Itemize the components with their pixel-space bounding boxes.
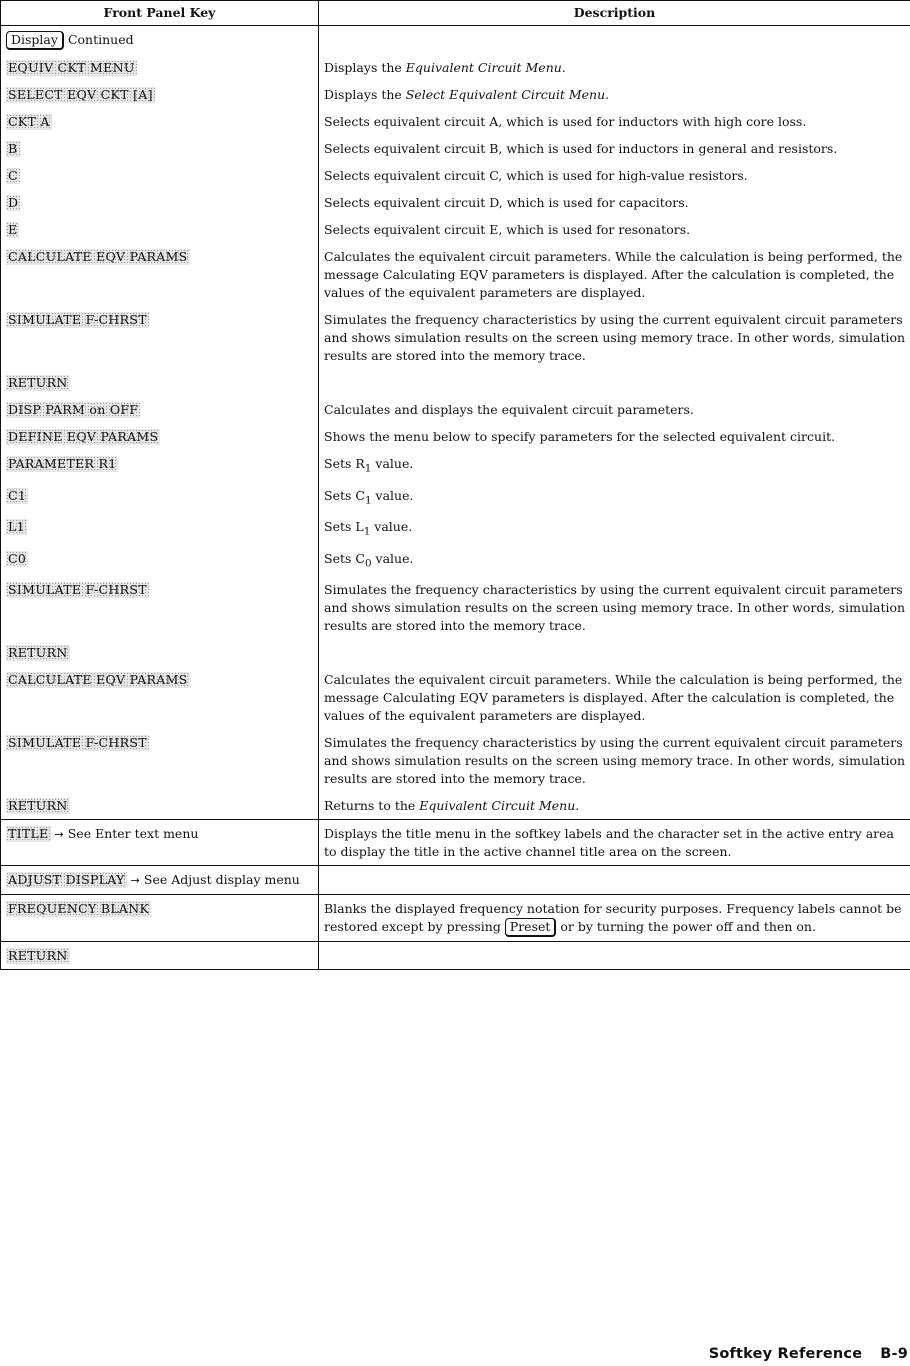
continued-label: Continued bbox=[67, 32, 134, 47]
desc-emphasis: Select Equivalent Circuit Menu bbox=[405, 87, 606, 102]
key-cell bbox=[1, 135, 319, 162]
key-cell bbox=[1, 792, 319, 820]
desc-cell bbox=[319, 450, 910, 482]
desc-cell: Calculates the equivalent circuit parameters. While the calculation is being performed, the message Calculating EQV parameters is displayed. After the calculation is completed, the values of the equivalent parameters are displayed. bbox=[319, 666, 910, 729]
table-row bbox=[1, 895, 910, 942]
desc-cell: Calculates the equivalent circuit parameters. While the calculation is being performed, the message Calculating EQV parameters is displayed. After the calculation is completed, the values of the equivalent parameters are displayed. bbox=[319, 243, 910, 306]
table-row bbox=[1, 162, 910, 189]
return-softkey[interactable]: RETURN bbox=[8, 798, 68, 813]
table-row bbox=[1, 729, 910, 792]
adjust-display-softkey[interactable]: ADJUST DISPLAY bbox=[8, 872, 125, 887]
desc-cell: Simulates the frequency characteristics by using the current equivalent circuit parameters and shows simulation results on the screen using memory trace. In other words, simulation results are stored into the memory trace. bbox=[319, 576, 910, 639]
key-cell bbox=[1, 216, 319, 243]
key-cell bbox=[1, 306, 319, 369]
table-row bbox=[1, 792, 910, 820]
key-cell bbox=[1, 895, 319, 942]
display-hardkey[interactable]: Display bbox=[6, 31, 64, 50]
key-cell bbox=[1, 189, 319, 216]
desc-text: . bbox=[605, 87, 610, 102]
desc-cell bbox=[319, 369, 910, 396]
c0-softkey[interactable]: C0 bbox=[8, 550, 27, 566]
key-cell bbox=[1, 396, 319, 423]
desc-text: value. bbox=[371, 550, 414, 566]
desc-cell bbox=[319, 792, 910, 820]
desc-cell: Simulates the frequency characteristics by using the current equivalent circuit parameters and shows simulation results on the screen using memory trace. In other words, simulation results are stored into the memory trace. bbox=[319, 306, 910, 369]
key-cell bbox=[1, 243, 319, 306]
desc-cell bbox=[319, 639, 910, 666]
disp-parm-softkey[interactable]: DISP PARM on OFF bbox=[8, 402, 139, 417]
return-softkey[interactable]: RETURN bbox=[8, 375, 68, 390]
table-row bbox=[1, 81, 910, 108]
desc-cell: Calculates and displays the equivalent circuit parameters. bbox=[319, 396, 910, 423]
see-reference: See Enter text menu bbox=[67, 826, 199, 841]
arrow-right-icon: → bbox=[54, 828, 64, 841]
key-cell bbox=[1, 108, 319, 135]
equiv-ckt-menu-softkey[interactable]: EQUIV CKT MENU bbox=[8, 60, 135, 75]
subscript: 1 bbox=[364, 494, 372, 506]
desc-text: Blanks the displayed frequency notation for security purposes. Frequency labels cannot be restored except by pressing bbox=[324, 901, 902, 934]
desc-cell bbox=[319, 895, 910, 942]
key-cell bbox=[1, 81, 319, 108]
table-row bbox=[1, 306, 910, 369]
see-reference: See Adjust display menu bbox=[143, 872, 300, 887]
table-row bbox=[1, 108, 910, 135]
l1-softkey[interactable]: L1 bbox=[8, 519, 25, 534]
desc-cell: Displays the title menu in the softkey labels and the character set in the active entry area to display the title in the active channel title area on the screen. bbox=[319, 820, 910, 866]
desc-text: . bbox=[561, 60, 566, 75]
simulate-f-chrst-softkey[interactable]: SIMULATE F-CHRST bbox=[8, 312, 147, 327]
calculate-eqv-params-softkey[interactable]: CALCULATE EQV PARAMS bbox=[8, 249, 188, 264]
desc-emphasis: Equivalent Circuit Menu bbox=[405, 60, 562, 75]
table-row bbox=[1, 369, 910, 396]
table-row bbox=[1, 54, 910, 81]
table-row bbox=[1, 820, 910, 866]
desc-cell bbox=[319, 482, 910, 514]
header-description: Description bbox=[319, 1, 910, 26]
key-cell bbox=[1, 423, 319, 450]
table-row bbox=[1, 482, 910, 514]
desc-cell: Selects equivalent circuit C, which is used for high-value resistors. bbox=[319, 162, 910, 189]
key-cell bbox=[1, 820, 319, 866]
desc-text: Displays the bbox=[324, 60, 406, 75]
desc-text: Sets C bbox=[324, 487, 365, 503]
key-cell bbox=[1, 576, 319, 639]
return-softkey[interactable]: RETURN bbox=[8, 948, 68, 963]
table-row bbox=[1, 243, 910, 306]
desc-cell: Selects equivalent circuit A, which is used for inductors with high core loss. bbox=[319, 108, 910, 135]
ckt-d-softkey[interactable]: D bbox=[8, 195, 19, 210]
key-cell bbox=[1, 866, 319, 895]
preset-hardkey[interactable]: Preset bbox=[505, 918, 557, 937]
key-cell bbox=[1, 545, 319, 577]
desc-cell: Selects equivalent circuit B, which is used for inductors in general and resistors. bbox=[319, 135, 910, 162]
key-cell bbox=[1, 162, 319, 189]
table-row bbox=[1, 396, 910, 423]
table-row bbox=[1, 135, 910, 162]
desc-text: Sets C bbox=[324, 550, 365, 566]
subscript: 1 bbox=[363, 525, 371, 538]
desc-text: value. bbox=[370, 519, 413, 534]
ckt-b-softkey[interactable]: B bbox=[8, 141, 18, 156]
key-cell bbox=[1, 54, 319, 81]
select-eqv-ckt-softkey[interactable]: SELECT EQV CKT [A] bbox=[8, 87, 153, 102]
desc-emphasis: Equivalent Circuit Menu bbox=[419, 798, 576, 813]
frequency-blank-softkey[interactable]: FREQUENCY BLANK bbox=[8, 901, 150, 916]
key-cell bbox=[1, 26, 319, 55]
return-softkey[interactable]: RETURN bbox=[8, 645, 68, 660]
key-cell bbox=[1, 482, 319, 514]
desc-text: or by turning the power off and then on. bbox=[556, 919, 816, 934]
key-cell bbox=[1, 666, 319, 729]
desc-cell bbox=[319, 513, 910, 545]
header-front-panel-key: Front Panel Key bbox=[1, 1, 319, 26]
table-row bbox=[1, 450, 910, 482]
ckt-a-softkey[interactable]: CKT A bbox=[8, 114, 50, 129]
table-row bbox=[1, 639, 910, 666]
simulate-f-chrst-softkey[interactable]: SIMULATE F-CHRST bbox=[8, 735, 147, 750]
table-row bbox=[1, 189, 910, 216]
key-cell bbox=[1, 369, 319, 396]
table-row bbox=[1, 866, 910, 895]
page-footer bbox=[709, 1346, 908, 1362]
desc-cell: Selects equivalent circuit D, which is used for capacitors. bbox=[319, 189, 910, 216]
table-row bbox=[1, 216, 910, 243]
desc-cell bbox=[319, 54, 910, 81]
desc-cell: Shows the menu below to specify parameters for the selected equivalent circuit. bbox=[319, 423, 910, 450]
arrow-right-icon: → bbox=[130, 874, 140, 887]
desc-text: . bbox=[575, 798, 580, 813]
table-row bbox=[1, 513, 910, 545]
table-row bbox=[1, 942, 910, 970]
desc-cell bbox=[319, 866, 910, 895]
desc-cell bbox=[319, 942, 910, 970]
desc-text: Displays the bbox=[324, 87, 406, 102]
desc-cell bbox=[319, 26, 910, 55]
simulate-f-chrst-softkey[interactable]: SIMULATE F-CHRST bbox=[8, 582, 147, 597]
key-cell bbox=[1, 450, 319, 482]
desc-cell bbox=[319, 81, 910, 108]
calculate-eqv-params-softkey[interactable]: CALCULATE EQV PARAMS bbox=[8, 672, 188, 687]
key-cell bbox=[1, 942, 319, 970]
table-row bbox=[1, 423, 910, 450]
parameter-r1-softkey[interactable]: PARAMETER R1 bbox=[8, 456, 117, 471]
table-row bbox=[1, 666, 910, 729]
table-row bbox=[1, 576, 910, 639]
table-row bbox=[1, 545, 910, 577]
subscript: 0 bbox=[364, 557, 372, 569]
footer-section-title: Softkey Reference bbox=[708, 1346, 863, 1362]
desc-cell bbox=[319, 545, 910, 577]
subscript: 1 bbox=[364, 462, 372, 475]
ckt-c-softkey[interactable]: C bbox=[8, 168, 18, 183]
define-eqv-params-softkey[interactable]: DEFINE EQV PARAMS bbox=[8, 429, 159, 444]
c1-softkey[interactable]: C1 bbox=[8, 487, 27, 503]
desc-text: value. bbox=[371, 456, 414, 471]
page-number: B-9 bbox=[880, 1346, 908, 1362]
key-cell bbox=[1, 513, 319, 545]
desc-cell: Selects equivalent circuit E, which is used for resonators. bbox=[319, 216, 910, 243]
desc-text: Sets L bbox=[324, 519, 364, 534]
key-cell bbox=[1, 729, 319, 792]
desc-cell: Simulates the frequency characteristics by using the current equivalent circuit parameters and shows simulation results on the screen using memory trace. In other words, simulation results are stored into the memory trace. bbox=[319, 729, 910, 792]
title-softkey[interactable]: TITLE bbox=[8, 826, 49, 841]
desc-text: Sets R bbox=[324, 456, 365, 471]
desc-text: value. bbox=[371, 487, 414, 503]
ckt-e-softkey[interactable]: E bbox=[8, 222, 18, 237]
desc-text: Returns to the bbox=[324, 798, 420, 813]
key-cell bbox=[1, 639, 319, 666]
table-header-row bbox=[1, 1, 910, 26]
table-row bbox=[1, 26, 910, 55]
